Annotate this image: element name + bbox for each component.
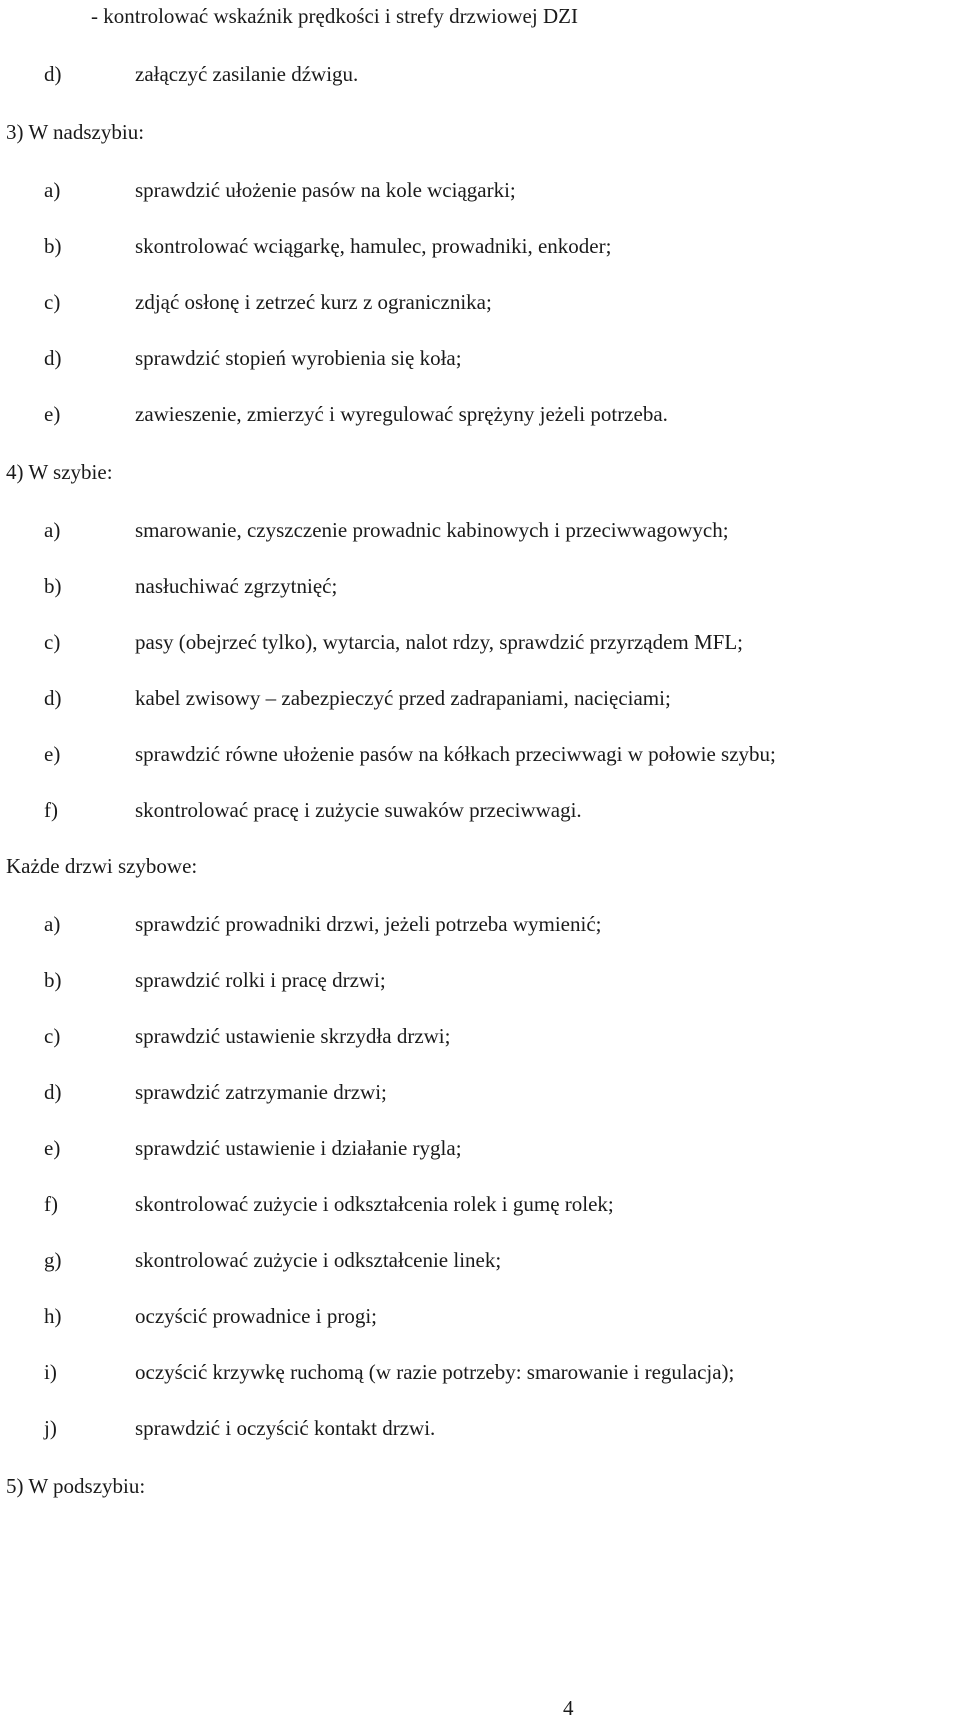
list-item-text: sprawdzić ułożenie pasów na kole wciągarki;	[135, 178, 516, 202]
list-item-text: skontrolować wciągarkę, hamulec, prowadniki, enkoder;	[135, 234, 612, 258]
list-marker: b)	[44, 234, 62, 258]
list-item	[44, 1026, 944, 1047]
list-item-text: sprawdzić i oczyścić kontakt drzwi.	[135, 1416, 436, 1440]
list-marker: a)	[44, 178, 61, 202]
list-item-text: sprawdzić zatrzymanie drzwi;	[135, 1080, 387, 1104]
list-item-text: sprawdzić ustawienie i działanie rygla;	[135, 1136, 462, 1160]
section-heading: 4) W szybie:	[6, 460, 113, 484]
list-marker: a)	[44, 912, 61, 936]
list-item	[44, 632, 944, 653]
list-item-text: oczyścić prowadnice i progi;	[135, 1304, 377, 1328]
list-item-text: kabel zwisowy – zabezpieczyć przed zadrapaniami, nacięciami;	[135, 686, 671, 710]
list-marker: d)	[44, 686, 62, 710]
list-marker: c)	[44, 1024, 61, 1048]
list-item-text: zdjąć osłonę i zetrzeć kurz z ogranicznika;	[135, 290, 492, 314]
list-item	[44, 576, 944, 597]
list-marker: f)	[44, 798, 58, 822]
list-item-text: skontrolować zużycie i odkształcenie linek;	[135, 1248, 502, 1272]
section-heading: 3) W nadszybiu:	[6, 120, 145, 144]
list-item	[44, 1250, 944, 1271]
list-item	[44, 236, 944, 257]
list-item	[44, 520, 944, 541]
list-item-text: oczyścić krzywkę ruchomą (w razie potrzeby: smarowanie i regulacja);	[135, 1360, 735, 1384]
list-item-text: sprawdzić równe ułożenie pasów na kółkach przeciwwagi w połowie szybu;	[135, 742, 776, 766]
page-number: 4	[563, 1696, 574, 1720]
list-marker: c)	[44, 290, 61, 314]
list-marker: b)	[44, 968, 62, 992]
list-item	[44, 800, 944, 821]
list-item-text: sprawdzić ustawienie skrzydła drzwi;	[135, 1024, 451, 1048]
list-item	[44, 688, 944, 709]
list-marker: g)	[44, 1248, 62, 1272]
list-item-text: skontrolować pracę i zużycie suwaków przeciwwagi.	[135, 798, 582, 822]
list-item-text: zawieszenie, zmierzyć i wyregulować sprężyny jeżeli potrzeba.	[135, 402, 668, 426]
list-marker: d)	[44, 1080, 62, 1104]
list-item	[44, 970, 944, 991]
list-marker: a)	[44, 518, 61, 542]
list-marker: b)	[44, 574, 62, 598]
list-marker: d)	[44, 346, 62, 370]
list-item	[44, 404, 944, 425]
list-item-text: smarowanie, czyszczenie prowadnic kabinowych i przeciwwagowych;	[135, 518, 729, 542]
list-marker: h)	[44, 1304, 62, 1328]
list-marker: f)	[44, 1192, 58, 1216]
list-marker: c)	[44, 630, 61, 654]
list-item	[44, 180, 944, 201]
list-item-text: sprawdzić rolki i pracę drzwi;	[135, 968, 386, 992]
intro-line-dzi: - kontrolować wskaźnik prędkości i strefy drzwiowej DZI	[91, 4, 578, 28]
list-marker: d)	[44, 62, 62, 86]
list-marker: e)	[44, 1136, 61, 1160]
list-item-text: załączyć zasilanie dźwigu.	[135, 62, 359, 86]
list-item	[44, 744, 944, 765]
list-marker: e)	[44, 742, 61, 766]
list-item-text: sprawdzić stopień wyrobienia się koła;	[135, 346, 462, 370]
section-heading: 5) W podszybiu:	[6, 1474, 146, 1498]
list-item	[44, 1082, 944, 1103]
section-heading: Każde drzwi szybowe:	[6, 854, 198, 878]
list-item	[44, 1194, 944, 1215]
list-marker: j)	[44, 1416, 57, 1440]
list-item	[44, 292, 944, 313]
list-marker: i)	[44, 1360, 57, 1384]
list-item	[44, 1418, 944, 1439]
list-item	[44, 914, 944, 935]
list-item-text: sprawdzić prowadniki drzwi, jeżeli potrzeba wymienić;	[135, 912, 602, 936]
list-item-text: pasy (obejrzeć tylko), wytarcia, nalot rdzy, sprawdzić przyrządem MFL;	[135, 630, 743, 654]
list-item-text: nasłuchiwać zgrzytnięć;	[135, 574, 338, 598]
list-item	[44, 348, 944, 369]
list-item	[44, 1138, 944, 1159]
list-marker: e)	[44, 402, 61, 426]
list-item	[44, 1362, 944, 1383]
list-item	[44, 1306, 944, 1327]
list-item-text: skontrolować zużycie i odkształcenia rolek i gumę rolek;	[135, 1192, 614, 1216]
intro-line-power	[44, 64, 944, 85]
